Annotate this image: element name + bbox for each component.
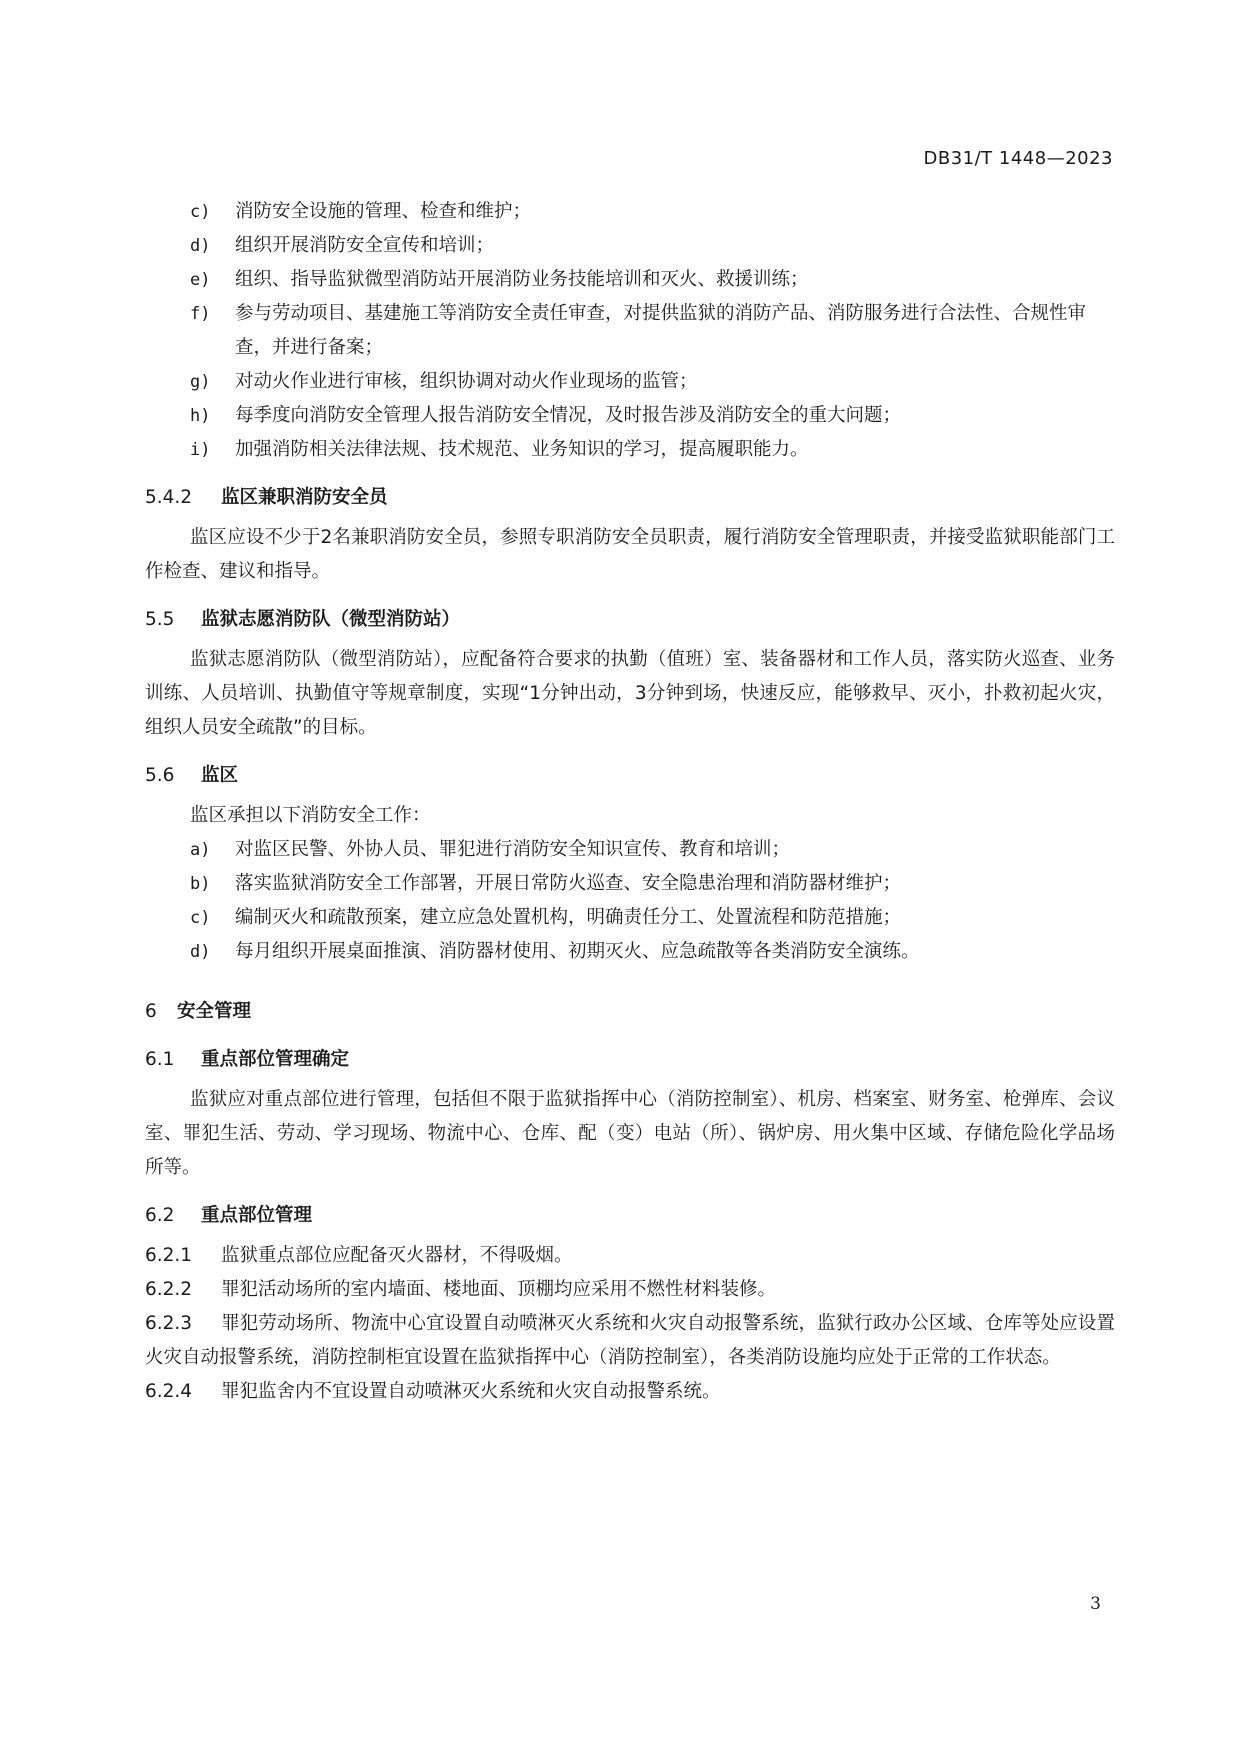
list-item: c) 消防安全设施的管理、检查和维护； bbox=[190, 201, 532, 222]
section-heading-6-2: 6.2 重点部位管理 bbox=[145, 1205, 313, 1226]
section-heading-6-1: 6.1 重点部位管理确定 bbox=[145, 1049, 350, 1070]
section-intro: 监区承担以下消防安全工作： bbox=[190, 805, 431, 826]
clause: 6.2.3 罪犯劳动场所、物流中心宜设置自动喷淋灭火系统和火灾自动报警系统，监狱行政办公区域、仓库等处应设置火灾自动报警系统，消防控制柜宜设置在监狱指挥中心（消防控制室），各类消防设施均应处于正常的工作状态。 bbox=[145, 1313, 1115, 1368]
area-task-list bbox=[145, 833, 1115, 969]
list-item: c) 编制灭火和疏散预案，建立应急处置机构，明确责任分工、处置流程和防范措施； bbox=[190, 907, 902, 928]
section-paragraph: 监区应设不少于2名兼职消防安全员，参照专职消防安全员职责，履行消防安全管理职责，并接受监狱职能部门工作检查、建议和指导。 bbox=[145, 527, 1115, 582]
page-number: 3 bbox=[1090, 1594, 1101, 1614]
list-item: i) 加强消防相关法律法规、技术规范、业务知识的学习，提高履职能力。 bbox=[190, 439, 809, 460]
list-item: a) 对监区民警、外协人员、罪犯进行消防安全知识宣传、教育和培训； bbox=[190, 839, 791, 860]
list-item: e) 组织、指导监狱微型消防站开展消防业务技能培训和灭火、救援训练； bbox=[190, 269, 809, 290]
section-heading-5-4-2: 5.4.2 监区兼职消防安全员 bbox=[145, 487, 388, 508]
list-item: g) 对动火作业进行审核，组织协调对动火作业现场的监管； bbox=[190, 371, 698, 392]
clause: 6.2.4 罪犯监舍内不宜设置自动喷淋灭火系统和火灾自动报警系统。 bbox=[145, 1381, 721, 1402]
duty-list bbox=[145, 195, 1115, 467]
clause: 6.2.2 罪犯活动场所的室内墙面、楼地面、顶棚均应采用不燃性材料装修。 bbox=[145, 1279, 777, 1300]
section-heading-5-5: 5.5 监狱志愿消防队（微型消防站） bbox=[145, 609, 461, 630]
list-item: b) 落实监狱消防安全工作部署，开展日常防火巡查、安全隐患治理和消防器材维护； bbox=[190, 873, 902, 894]
clause: 6.2.1 监狱重点部位应配备灭火器材，不得吸烟。 bbox=[145, 1245, 573, 1266]
chapter-heading-6: 6 安全管理 bbox=[145, 1001, 252, 1022]
section-paragraph: 监狱应对重点部位进行管理，包括但不限于监狱指挥中心（消防控制室）、机房、档案室、财务室、枪弹库、会议室、罪犯生活、劳动、学习现场、物流中心、仓库、配（变）电站（所）、锅炉房、用火集中区域、存储危险化学品场所等。 bbox=[145, 1089, 1115, 1178]
section-heading-5-6: 5.6 监区 bbox=[145, 765, 239, 786]
list-item: h) 每季度向消防安全管理人报告消防安全情况，及时报告涉及消防安全的重大问题； bbox=[190, 405, 902, 426]
list-item: d) 每月组织开展桌面推演、消防器材使用、初期灭火、应急疏散等各类消防安全演练。 bbox=[190, 941, 920, 962]
section-paragraph: 监狱志愿消防队（微型消防站），应配备符合要求的执勤（值班）室、装备器材和工作人员，落实防火巡查、业务训练、人员培训、执勤值守等规章制度，实现“1分钟出动，3分钟到场，快速反应，能够救早、灭小，扑救初起火灾，组织人员安全疏散”的目标。 bbox=[145, 649, 1115, 738]
standard-code: DB31/T 1448—2023 bbox=[923, 148, 1113, 169]
list-item: f) 参与劳动项目、基建施工等消防安全责任审查，对提供监狱的消防产品、消防服务进行合法性、合规性审查，并进行备案； bbox=[190, 303, 1087, 358]
page-content bbox=[145, 195, 1115, 1409]
list-item: d) 组织开展消防安全宣传和培训； bbox=[190, 235, 495, 256]
